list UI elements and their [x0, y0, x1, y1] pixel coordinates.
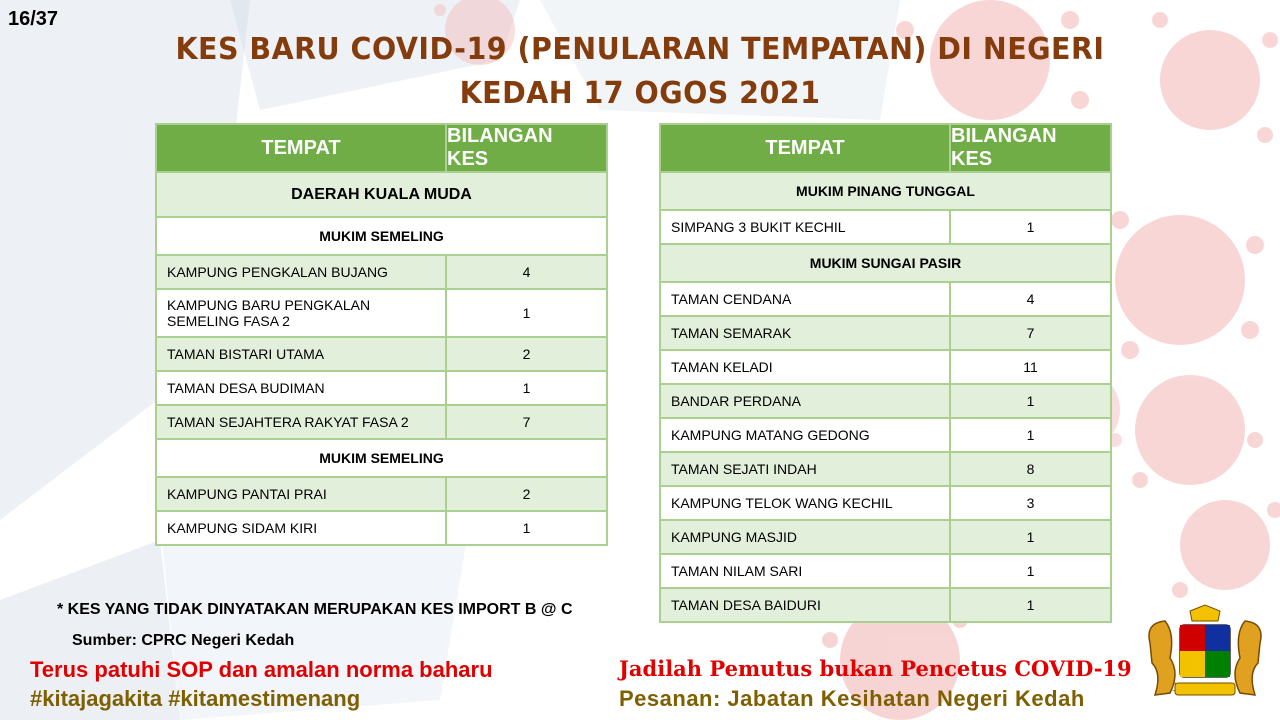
table-row [660, 554, 1111, 588]
table-row [156, 405, 607, 439]
sop-reminder: Terus patuhi SOP dan amalan norma baharu [30, 657, 493, 682]
table-row [156, 477, 607, 511]
table-row [660, 316, 1111, 350]
state-crest-icon [1140, 603, 1270, 713]
cases-cell: 1 [446, 371, 607, 405]
cases-cell: 1 [950, 520, 1111, 554]
table-row [660, 452, 1111, 486]
cases-cell: 1 [446, 289, 607, 337]
table-row [156, 289, 607, 337]
mukim-label: MUKIM SEMELING [156, 439, 607, 477]
place-cell: TAMAN SEJAHTERA RAKYAT FASA 2 [156, 405, 446, 439]
cases-cell: 1 [950, 418, 1111, 452]
cases-cell: 2 [446, 337, 607, 371]
table-row [156, 371, 607, 405]
table-row [660, 210, 1111, 244]
virus-icon [1111, 211, 1264, 359]
place-line-2: SEMELING FASA 2 [167, 313, 290, 329]
cases-table-right [659, 123, 1112, 623]
place-cell [156, 289, 446, 337]
table-row [660, 486, 1111, 520]
cases-cell: 1 [950, 210, 1111, 244]
cases-cell: 7 [446, 405, 607, 439]
cases-cell: 1 [950, 554, 1111, 588]
hashtags: #kitajagakita #kitamestimenang [30, 686, 361, 711]
place-cell: KAMPUNG TELOK WANG KECHIL [660, 486, 950, 520]
table-row [660, 384, 1111, 418]
cases-cell: 2 [446, 477, 607, 511]
place-cell: TAMAN CENDANA [660, 282, 950, 316]
place-cell: BANDAR PERDANA [660, 384, 950, 418]
cases-cell: 1 [950, 384, 1111, 418]
cases-table-left [155, 123, 608, 546]
place-cell: TAMAN SEJATI INDAH [660, 452, 950, 486]
cases-cell: 8 [950, 452, 1111, 486]
cases-cell: 4 [950, 282, 1111, 316]
page-subtitle: KEDAH 17 OGOS 2021 [459, 76, 821, 111]
cases-cell: 4 [446, 255, 607, 289]
mukim-label: MUKIM SEMELING [156, 217, 607, 255]
place-cell: TAMAN DESA BUDIMAN [156, 371, 446, 405]
table-row [660, 418, 1111, 452]
table-row [660, 282, 1111, 316]
message-credit: Pesanan: Jabatan Kesihatan Negeri Kedah [619, 686, 1085, 711]
virus-icon [1132, 375, 1263, 488]
page-number: 16/37 [8, 8, 59, 30]
virus-icon [1152, 12, 1278, 143]
mukim-row [156, 439, 607, 477]
source-note: Sumber: CPRC Negeri Kedah [72, 632, 295, 649]
table-row [660, 588, 1111, 622]
mukim-row [660, 244, 1111, 282]
cases-cell: 1 [950, 588, 1111, 622]
table-row [156, 255, 607, 289]
import-note: * KES YANG TIDAK DINYATAKAN MERUPAKAN KES IMPORT B @ C [57, 601, 573, 618]
table-header [156, 124, 607, 172]
mukim-row [156, 217, 607, 255]
table-row [156, 337, 607, 371]
virus-icon [1172, 500, 1280, 598]
header-bilangan-kes: BILANGAN KES [950, 124, 1111, 172]
place-cell: KAMPUNG SIDAM KIRI [156, 511, 446, 545]
table-row [660, 350, 1111, 384]
cases-cell: 11 [950, 350, 1111, 384]
slogan: Jadilah Pemutus bukan Pencetus COVID-19 [619, 656, 1132, 681]
place-cell: KAMPUNG PANTAI PRAI [156, 477, 446, 511]
cases-cell: 1 [446, 511, 607, 545]
place-cell: KAMPUNG MATANG GEDONG [660, 418, 950, 452]
table-header [660, 124, 1111, 172]
cases-cell: 3 [950, 486, 1111, 520]
place-cell: KAMPUNG MASJID [660, 520, 950, 554]
place-line-1: KAMPUNG BARU PENGKALAN [167, 297, 371, 313]
place-cell: TAMAN DESA BAIDURI [660, 588, 950, 622]
place-cell: TAMAN NILAM SARI [660, 554, 950, 588]
place-cell: TAMAN SEMARAK [660, 316, 950, 350]
place-cell: TAMAN KELADI [660, 350, 950, 384]
place-cell: SIMPANG 3 BUKIT KECHIL [660, 210, 950, 244]
header-bilangan-kes: BILANGAN KES [446, 124, 607, 172]
header-tempat: TEMPAT [660, 124, 950, 172]
district-row [156, 172, 607, 217]
mukim-row [660, 172, 1111, 210]
cases-cell: 7 [950, 316, 1111, 350]
mukim-label: MUKIM PINANG TUNGGAL [660, 172, 1111, 210]
mukim-label: MUKIM SUNGAI PASIR [660, 244, 1111, 282]
header-tempat: TEMPAT [156, 124, 446, 172]
district-label: DAERAH KUALA MUDA [156, 172, 607, 217]
place-cell: TAMAN BISTARI UTAMA [156, 337, 446, 371]
place-cell: KAMPUNG PENGKALAN BUJANG [156, 255, 446, 289]
page-title: KES BARU COVID-19 (PENULARAN TEMPATAN) DI NEGERI [175, 32, 1105, 67]
table-row [156, 511, 607, 545]
table-row [660, 520, 1111, 554]
